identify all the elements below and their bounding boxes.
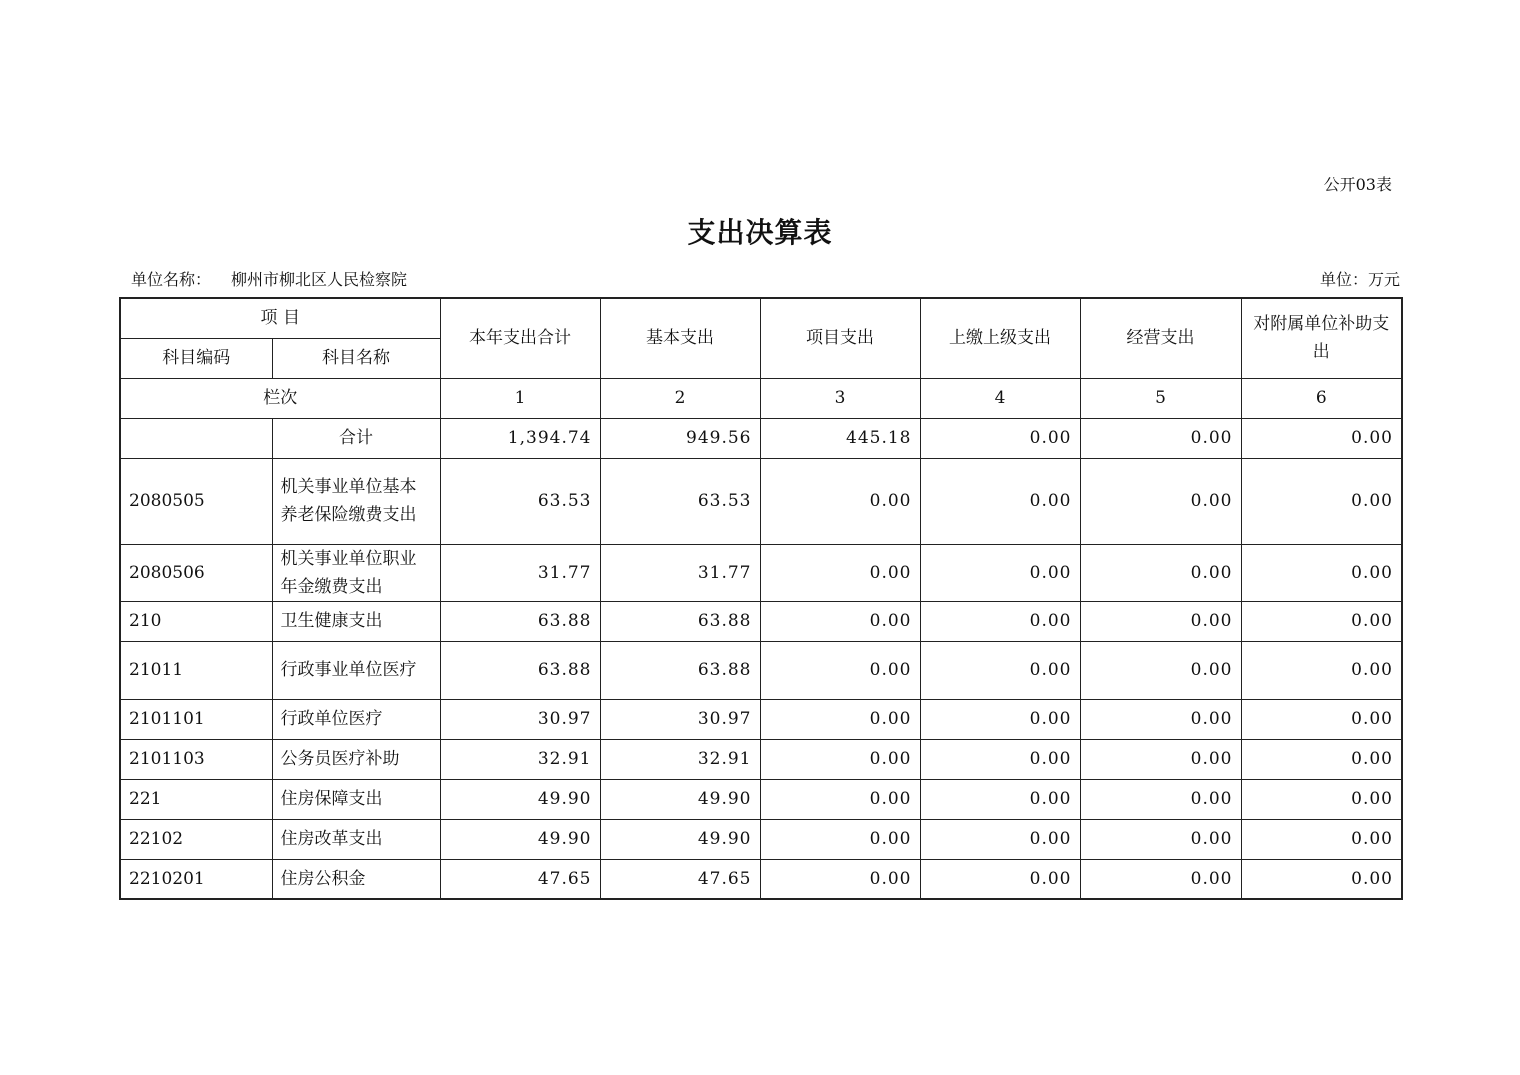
row-value: 0.00: [920, 739, 1080, 779]
row-value: 63.88: [440, 641, 600, 699]
unit-name-value: 柳州市柳北区人民检察院: [231, 270, 408, 289]
row-value: 49.90: [600, 819, 760, 859]
row-name: 机关事业单位基本养老保险缴费支出: [272, 458, 440, 544]
row-name: 机关事业单位职业年金缴费支出: [272, 544, 440, 601]
column-index-number: 5: [1080, 378, 1241, 418]
row-value: 0.00: [760, 859, 920, 899]
row-value: 31.77: [440, 544, 600, 601]
row-value: 0.00: [1080, 779, 1241, 819]
row-value: 0.00: [1241, 739, 1402, 779]
unit-measure: 单位：万元: [1319, 270, 1400, 289]
row-value: 0.00: [920, 699, 1080, 739]
row-name: 住房保障支出: [272, 779, 440, 819]
row-value: 63.53: [440, 458, 600, 544]
row-value: 0.00: [920, 458, 1080, 544]
total-code-cell: [120, 418, 272, 458]
row-code: 2080505: [120, 458, 272, 544]
row-value: 31.77: [600, 544, 760, 601]
row-value: 0.00: [920, 819, 1080, 859]
header-total: 本年支出合计: [440, 298, 600, 378]
row-value: 0.00: [1241, 779, 1402, 819]
row-value: 0.00: [1241, 859, 1402, 899]
table-row: [120, 819, 1402, 859]
header-row-top: [120, 298, 1402, 338]
header-subsidy: 对附属单位补助支出: [1241, 298, 1402, 378]
row-code: 210: [120, 601, 272, 641]
total-value: 0.00: [920, 418, 1080, 458]
total-row: [120, 418, 1402, 458]
header-project: 项目支出: [760, 298, 920, 378]
unit-name-line: [131, 267, 407, 290]
header-item: 项 目: [120, 298, 440, 338]
row-code: 22102: [120, 819, 272, 859]
row-code: 2101103: [120, 739, 272, 779]
row-value: 0.00: [920, 859, 1080, 899]
header-business: 经营支出: [1080, 298, 1241, 378]
unit-name-label: 单位名称：: [131, 270, 212, 289]
row-value: 0.00: [920, 544, 1080, 601]
row-name: 卫生健康支出: [272, 601, 440, 641]
row-value: 0.00: [760, 779, 920, 819]
row-value: 49.90: [600, 779, 760, 819]
row-value: 0.00: [1241, 601, 1402, 641]
table-body: [120, 298, 1402, 899]
row-value: 0.00: [1080, 601, 1241, 641]
row-code: 21011: [120, 641, 272, 699]
row-value: 0.00: [760, 641, 920, 699]
row-name: 行政事业单位医疗: [272, 641, 440, 699]
column-index-number: 2: [600, 378, 760, 418]
row-value: 32.91: [440, 739, 600, 779]
table-row: [120, 601, 1402, 641]
row-value: 0.00: [1241, 544, 1402, 601]
column-index-label: 栏次: [120, 378, 440, 418]
column-index-row: [120, 378, 1402, 418]
row-value: 63.88: [440, 601, 600, 641]
total-value: 0.00: [1080, 418, 1241, 458]
total-value: 0.00: [1241, 418, 1402, 458]
row-value: 0.00: [1080, 859, 1241, 899]
row-value: 0.00: [1241, 699, 1402, 739]
row-value: 47.65: [440, 859, 600, 899]
row-name: 行政单位医疗: [272, 699, 440, 739]
row-value: 0.00: [1241, 819, 1402, 859]
row-name: 住房公积金: [272, 859, 440, 899]
row-value: 0.00: [760, 544, 920, 601]
total-label: 合计: [272, 418, 440, 458]
row-value: 49.90: [440, 779, 600, 819]
total-value: 1,394.74: [440, 418, 600, 458]
column-index-number: 6: [1241, 378, 1402, 418]
row-value: 0.00: [1080, 544, 1241, 601]
row-value: 49.90: [440, 819, 600, 859]
row-code: 2101101: [120, 699, 272, 739]
row-value: 47.65: [600, 859, 760, 899]
row-value: 0.00: [1080, 739, 1241, 779]
row-value: 0.00: [760, 819, 920, 859]
form-number: 公开03表: [1323, 175, 1392, 194]
row-name: 公务员医疗补助: [272, 739, 440, 779]
header-code: 科目编码: [120, 338, 272, 378]
row-value: 0.00: [1080, 458, 1241, 544]
row-value: 0.00: [920, 779, 1080, 819]
table-row: [120, 699, 1402, 739]
row-name: 住房改革支出: [272, 819, 440, 859]
page-title: 支出决算表: [687, 216, 833, 249]
table-row: [120, 739, 1402, 779]
table-row: [120, 859, 1402, 899]
header-basic: 基本支出: [600, 298, 760, 378]
column-index-number: 4: [920, 378, 1080, 418]
row-value: 0.00: [760, 739, 920, 779]
row-value: 0.00: [920, 641, 1080, 699]
row-code: 2210201: [120, 859, 272, 899]
column-index-number: 3: [760, 378, 920, 418]
total-value: 445.18: [760, 418, 920, 458]
row-value: 63.88: [600, 601, 760, 641]
table-row: [120, 458, 1402, 544]
table-row: [120, 544, 1402, 601]
expenditure-table: [119, 297, 1403, 900]
row-value: 30.97: [600, 699, 760, 739]
row-value: 63.53: [600, 458, 760, 544]
table-row: [120, 779, 1402, 819]
row-value: 0.00: [920, 601, 1080, 641]
row-value: 30.97: [440, 699, 600, 739]
header-name: 科目名称: [272, 338, 440, 378]
column-index-number: 1: [440, 378, 600, 418]
row-value: 0.00: [1080, 641, 1241, 699]
row-value: 0.00: [760, 601, 920, 641]
row-code: 221: [120, 779, 272, 819]
header-upper: 上缴上级支出: [920, 298, 1080, 378]
total-value: 949.56: [600, 418, 760, 458]
row-value: 32.91: [600, 739, 760, 779]
row-value: 63.88: [600, 641, 760, 699]
row-value: 0.00: [1080, 699, 1241, 739]
row-value: 0.00: [1241, 458, 1402, 544]
table-row: [120, 641, 1402, 699]
row-code: 2080506: [120, 544, 272, 601]
row-value: 0.00: [1241, 641, 1402, 699]
row-value: 0.00: [1080, 819, 1241, 859]
row-value: 0.00: [760, 458, 920, 544]
row-value: 0.00: [760, 699, 920, 739]
